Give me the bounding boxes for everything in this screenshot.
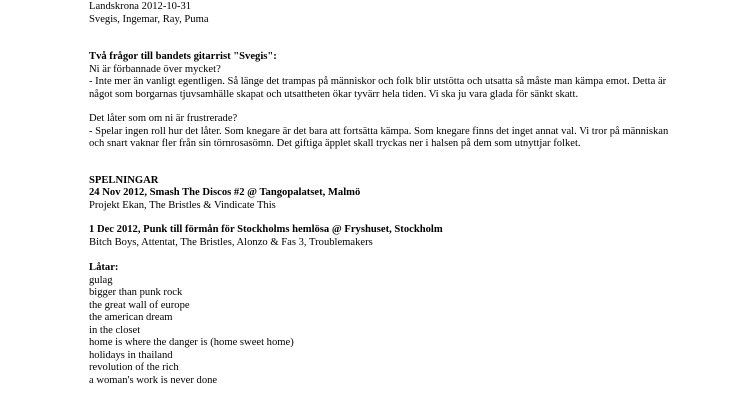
question-1: Ni är förbannade över mycket? <box>89 63 221 75</box>
song-item: revolution of the rich <box>89 362 179 373</box>
song-list <box>89 275 669 388</box>
song-item: gulag <box>89 274 113 286</box>
song-item: holidays in thailand <box>89 349 173 361</box>
song-item: home is where the danger is (home sweet home) <box>89 337 294 348</box>
answer-2: - Spelar ingen roll hur det låter. Som knegare är det bara att fortsätta kämpa. Som knegare finns det inget annat val. Vi tror på människan och snart vaknar fler från sin törnrosasömn. Det giftiga äpplet skall tryckas ner i halsen på dem som utnyttjar folket. <box>89 125 669 149</box>
song-item: the great wall of europe <box>89 299 190 311</box>
gig-1-title: 24 Nov 2012, Smash The Discos #2 @ Tangopalatset, Malmö <box>89 187 361 198</box>
interview-heading: Två frågor till bandets gitarrist "Svegis": <box>89 51 277 62</box>
gig-2-date: 1 Dec 2012 <box>89 224 138 235</box>
document-page <box>89 1 669 387</box>
song-item: in the closet <box>89 324 141 336</box>
song-item: the american dream <box>89 312 173 323</box>
gig-1-bands: Projekt Ekan, The Bristles & Vindicate This <box>89 199 276 211</box>
gig-2-title-line <box>89 224 669 237</box>
place-date: Landskrona 2012-10-31 <box>89 1 192 12</box>
answer-1: - Inte mer än vanligt egentligen. Så länge det trampas på människor och folk blir utstötta och utsatta så måste man kämpa emot. Detta är något som borgarnas tjuvsamhälle skapat och utsattheten ökar tyvärr hela tiden. Vi ska ju vara glada för sänkt skatt. <box>89 76 667 100</box>
gigs-heading: SPELNINGAR <box>89 174 159 186</box>
gig-2-title: , Punk till förmån för Stockholms hemlösa @ Fryshuset, Stockholm <box>137 224 443 235</box>
songs-heading: Låtar: <box>89 262 119 273</box>
gig-2-bands: Bitch Boys, Attentat, The Bristles, Alonzo & Fas 3, Troublemakers <box>89 236 373 248</box>
band-members: Svegis, Ingemar, Ray, Puma <box>89 13 209 25</box>
song-item: bigger than punk rock <box>89 287 183 298</box>
question-2: Det låter som om ni är frustrerade? <box>89 113 238 124</box>
song-item: a woman's work is never done <box>89 374 218 386</box>
